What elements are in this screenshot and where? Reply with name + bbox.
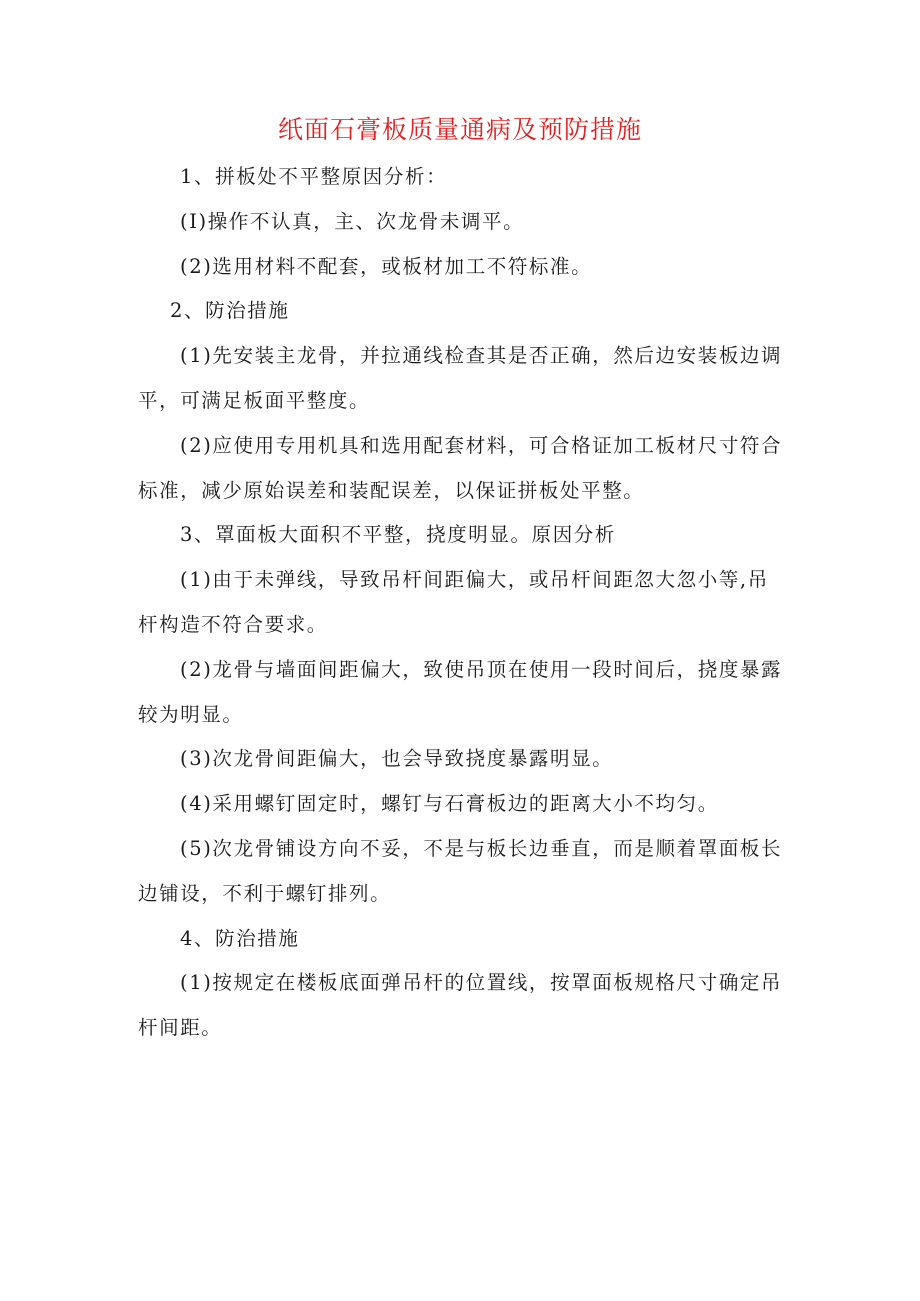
document-title: 纸面石膏板质量通病及预防措施: [277, 115, 642, 144]
paragraph-item: (I)操作不认真，主、次龙骨未调平。: [180, 209, 525, 233]
paragraph-item: (2)选用材料不配套，或板材加工不符标准。: [180, 254, 593, 278]
section-heading-3: 3、罩面板大面积不平整，挠度明显。原因分析: [180, 523, 617, 547]
paragraph-item: (4)采用螺钉固定时，螺钉与石膏板边的距离大小不均匀。: [180, 792, 719, 816]
paragraph-item: (1)由于未弹线，导致吊杆间距偏大，或吊杆间距忽大忽小等,吊杆构造不符合要求。: [138, 568, 769, 636]
paragraph-item: (2)龙骨与墙面间距偏大，致使吊顶在使用一段时间后，挠度暴露较为明显。: [138, 657, 783, 726]
paragraph-item: (5)次龙骨铺设方向不妥，不是与板长边垂直，而是顺着罩面板长边铺设，不利于螺钉排列。: [138, 836, 783, 905]
paragraph-item: (1)按规定在楼板底面弹吊杆的位置线，按罩面板规格尺寸确定吊杆间距。: [138, 971, 783, 1040]
section-heading-4: 4、防治措施: [180, 926, 300, 950]
section-heading-2: 2、防治措施: [170, 299, 290, 323]
paragraph-item: (2)应使用专用机具和选用配套材料，可合格证加工板材尺寸符合标准，减少原始误差和装配误差，以保证拼板处平整。: [138, 433, 783, 502]
document-body: [138, 155, 788, 1051]
paragraph-item: (3)次龙骨间距偏大，也会导致挠度暴露明显。: [180, 747, 614, 771]
section-heading-1: 1、拼板处不平整原因分析：: [180, 165, 448, 188]
paragraph-item: (1)先安装主龙骨，并拉通线检查其是否正确，然后边安装板边调平，可满足板面平整度。: [138, 344, 783, 412]
